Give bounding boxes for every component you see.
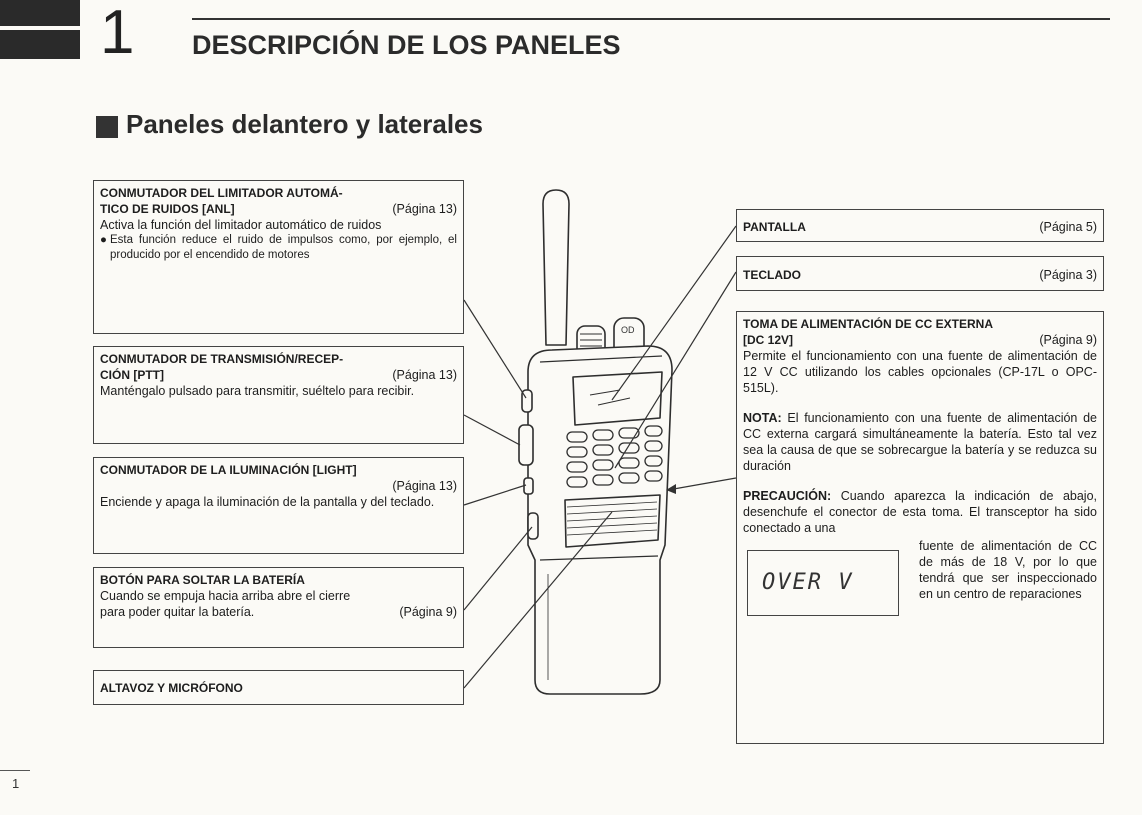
callout-bullet: Esta función reduce el ruido de impulsos como, por ejemplo, el producido por el encendido de motores (110, 234, 457, 261)
callout-heading: CONMUTADOR DEL LIMITADOR AUTOMÁ- (100, 186, 343, 200)
page-reference: (Página 9) (1039, 333, 1097, 347)
section-title: Paneles delantero y laterales (126, 109, 483, 139)
note-text: El funcionamiento con una fuente de alimentación de CC externa cargará simultáneamente la batería. Esto tal vez sea la causa de que se sobrecargue la batería y se reduzca su duración (743, 411, 1097, 473)
page-reference: (Página 13) (392, 202, 457, 216)
chapter-title: DESCRIPCIÓN DE LOS PANELES (192, 30, 621, 60)
note-label: NOTA: (743, 411, 782, 425)
callout-keypad (736, 256, 1104, 291)
callout-heading: [DC 12V] (743, 333, 794, 347)
callout-light (93, 457, 464, 554)
page-number: 1 (12, 776, 20, 791)
footer-rule (0, 770, 30, 771)
caution-label: PRECAUCIÓN: (743, 489, 832, 503)
callout-heading: TOMA DE ALIMENTACIÓN DE CC EXTERNA (743, 317, 994, 331)
callout-speaker (93, 670, 464, 705)
callout-body: Activa la función del limitador automático de ruidos (100, 218, 382, 232)
chapter-number: 1 (100, 0, 135, 67)
callout-heading: ALTAVOZ Y MICRÓFONO (100, 681, 243, 695)
callout-anl (93, 180, 464, 334)
callout-heading: BOTÓN PARA SOLTAR LA BATERÍA (100, 573, 305, 587)
svg-text:OD: OD (621, 325, 635, 335)
caution-paragraph (743, 488, 1097, 536)
page-reference: (Página 3) (1039, 268, 1097, 282)
callout-heading: PANTALLA (743, 220, 806, 234)
page-reference: (Página 5) (1039, 220, 1097, 234)
callout-body: para poder quitar la batería. (100, 605, 255, 619)
callout-heading: TICO DE RUIDOS [ANL] (100, 202, 235, 216)
caution-tail: fuente de alimentación de CC de más de 18 V, por lo que tendrá que ser inspeccionado en un centro de reparaciones (919, 539, 1097, 601)
callout-heading: CONMUTADOR DE LA ILUMINACIÓN [LIGHT] (100, 463, 357, 477)
callout-heading: CONMUTADOR DE TRANSMISIÓN/RECEP- (100, 352, 344, 366)
over-voltage-lcd: OVER V (747, 550, 899, 616)
page-reference: (Página 13) (392, 368, 457, 382)
callout-display (736, 209, 1104, 242)
callout-body: Permite el funcionamiento con una fuente de alimentación de 12 V CC utilizando los cables opcionales (CP-17L o OPC-515L). (743, 349, 1097, 395)
bullet-icon: ● (100, 234, 107, 246)
callout-body: Cuando se empuja hacia arriba abre el cierre (100, 589, 351, 603)
callout-body: Manténgalo pulsado para transmitir, suéltelo para recibir. (100, 384, 415, 398)
callout-dc-jack (736, 311, 1104, 744)
callout-heading: CIÓN [PTT] (100, 368, 164, 382)
page-reference: (Página 13) (392, 479, 457, 493)
page-reference: (Página 9) (399, 605, 457, 619)
note-paragraph (743, 410, 1097, 474)
caution-text: Cuando aparezca la indicación de abajo, desenchufe el conector de esta toma. El transceptor ha sido conectado a una (743, 489, 1097, 535)
callout-body: Enciende y apaga la iluminación de la pantalla y del teclado. (100, 495, 435, 509)
callout-ptt (93, 346, 464, 444)
callout-heading: TECLADO (743, 268, 801, 282)
callout-battery (93, 567, 464, 648)
